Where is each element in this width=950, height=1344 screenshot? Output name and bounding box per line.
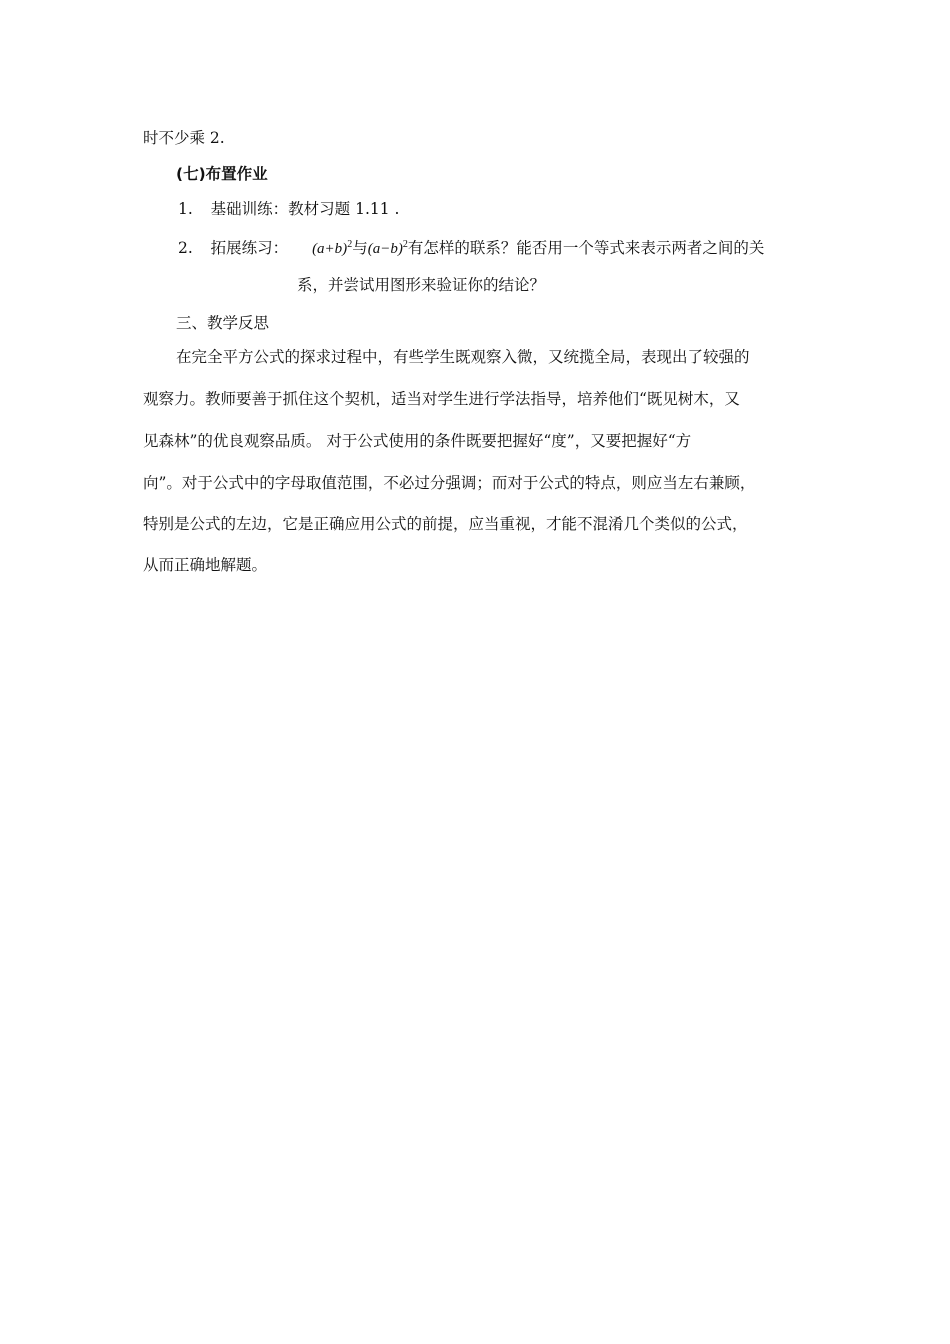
expression-a-plus-b: $(a+b)^2$ <box>312 239 353 257</box>
item-2-label: 拓展练习： <box>210 239 289 257</box>
homework-item-1 <box>178 199 399 219</box>
item-2-text-line-2: 系，并尝试用图形来验证你的结论？ <box>297 276 546 294</box>
reflection-line: 见森林”的优良观察品质。 对于公式使用的条件既要把握好“度”，又要把握好“方 <box>143 432 692 450</box>
item-2-number: 2. <box>178 239 193 257</box>
continuation-text: 时不少乘 2. <box>143 129 225 147</box>
connector-text: 与 <box>352 239 368 257</box>
item-2-text-line-1: 有怎样的联系？能否用一个等式来表示两者之间的关 <box>407 239 765 257</box>
expression-a-minus-b: $(a-b)^2$ <box>367 239 408 257</box>
reflection-line: 在完全平方公式的探求过程中，有些学生既观察入微，又统揽全局，表现出了较强的 <box>176 348 750 366</box>
homework-heading: (七)布置作业 <box>176 165 268 183</box>
homework-item-2 <box>178 235 764 259</box>
reflection-line: 向”。对于公式中的字母取值范围，不必过分强调；而对于公式的特点，则应当左右兼顾， <box>143 474 756 492</box>
reflection-line: 从而正确地解题。 <box>143 556 268 574</box>
item-1-text: 基础训练：教材习题 1.11 . <box>210 200 400 218</box>
reflection-line: 特别是公式的左边，它是正确应用公式的前提，应当重视，才能不混淆几个类似的公式， <box>143 515 748 533</box>
reflection-heading: 三、教学反思 <box>176 314 270 332</box>
item-1-number: 1. <box>178 200 193 218</box>
reflection-line: 观察力。教师要善于抓住这个契机，适当对学生进行学法指导，培养他们“既见树木，又 <box>143 390 740 408</box>
